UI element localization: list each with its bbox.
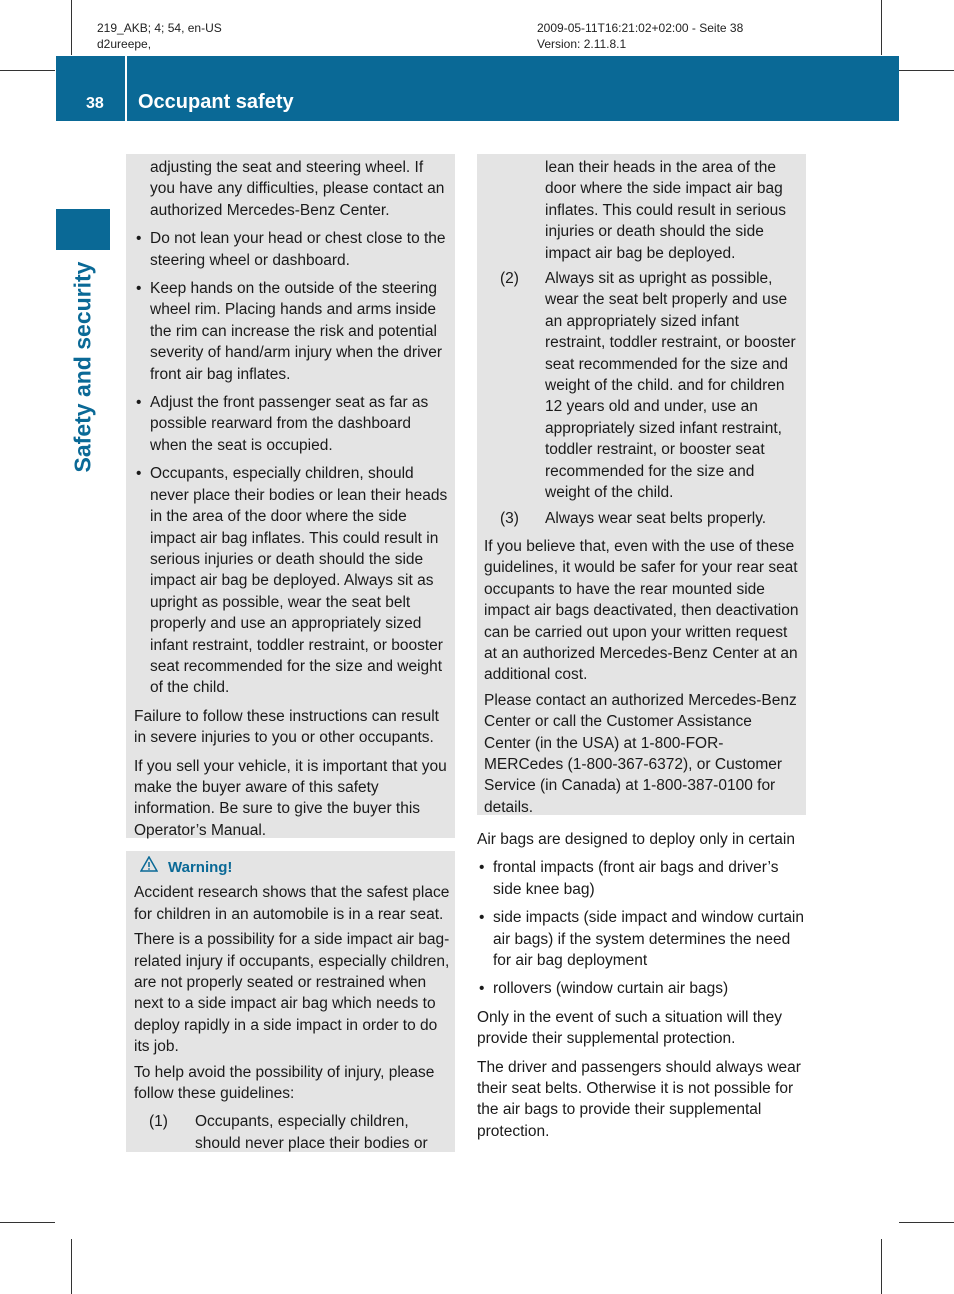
col2-content xyxy=(484,157,802,825)
print-meta-left-line2: d2ureepe, xyxy=(97,37,152,51)
list-item: • Occupants, especially children, should never place their bodies or lean their heads in the area of the door where the side impact air bag inflates. This could result in serious injuries or death should the side impact air bag be deployed. Always sit as upright as possible, wear the seat belt properly and use an appropriately sized infant restraint, toddler restraint, or booster seat recommended for the size and weight of the child. xyxy=(134,463,450,698)
col1-intro: adjusting the seat and steering wheel. If you have any difficulties, please contact an authorized Mercedes-Benz Center. xyxy=(150,159,445,219)
guideline-text: Always wear seat belts properly. xyxy=(545,509,767,527)
list-item: • Keep hands on the outside of the steering wheel rim. Placing hands and arms inside the rim can increase the risk and potential severity of hand/arm injury when the driver front air bag inflates. xyxy=(134,278,450,385)
warning-heading xyxy=(140,856,450,878)
col2-plain-content xyxy=(477,829,807,1149)
list-item: • Adjust the front passenger seat as far as possible rearward from the dashboard when the seat is occupied. xyxy=(134,392,450,456)
col2-para2: Please contact an authorized Mercedes-Benz Center or call the Customer Assistance Center (in the USA) at 1-800-FOR-MERCedes (1-800-367-6372), or Customer Service (in Canada) at 1-800-387-0100 for details. xyxy=(484,691,797,816)
guideline-text: Always sit as upright as possible, wear the seat belt properly and use an appropriately sized infant restraint, toddler restraint, or booster seat recommended for the size and weight of the child. and for children 12 years old and under, use an appropriately sized infant restraint, toddler restraint, or booster seat recommended for the size and weight of the child. xyxy=(545,270,796,502)
header-divider xyxy=(125,56,127,121)
list-item: • side impacts (side impact and window curtain air bags) if the system determines the need for air bag deployment xyxy=(477,907,807,971)
warning-para3: To help avoid the possibility of injury, please follow these guidelines: xyxy=(134,1063,435,1103)
list-item: • Do not lean your head or chest close to the steering wheel or dashboard. xyxy=(134,228,450,271)
crop-mark xyxy=(0,1222,55,1223)
print-meta-right-line1: 2009-05-11T16:21:02+02:00 - Seite 38 xyxy=(537,21,744,35)
col2-para3: Only in the event of such a situation will they provide their supplemental protection. xyxy=(477,1008,782,1048)
list-item: • frontal impacts (front air bags and driver’s side knee bag) xyxy=(477,857,807,900)
crop-mark xyxy=(899,70,954,71)
guideline-continued: lean their heads in the area of the door where the side impact air bag inflates. This could result in serious injuries or death should the side impact air bag be deployed. xyxy=(545,159,786,262)
deploy-intro: Air bags are designed to deploy only in certain xyxy=(477,831,795,848)
page-number: 38 xyxy=(86,95,104,112)
side-tab-label: Safety and security xyxy=(69,261,96,473)
col1-para1: Failure to follow these instructions can result in severe injuries to you or other occupants. xyxy=(134,707,439,747)
col1-content xyxy=(134,157,450,848)
warning-para1: Accident research shows that the safest place for children in an automobile is in a rear seat. xyxy=(134,884,450,923)
list-item: • rollovers (window curtain air bags) xyxy=(477,978,807,999)
warning-title: Warning! xyxy=(168,858,233,876)
col2-para4: The driver and passengers should always wear their seat belts. Otherwise it is not possible for the air bags to provide their supplemental protection. xyxy=(477,1058,801,1140)
guideline-number: (3) xyxy=(500,509,519,527)
crop-mark xyxy=(881,1239,882,1294)
guideline-item xyxy=(484,508,802,529)
print-meta-right-line2: Version: 2.11.8.1 xyxy=(537,37,627,51)
crop-mark xyxy=(881,0,882,55)
guideline-item xyxy=(484,268,802,503)
crop-mark xyxy=(0,70,55,71)
crop-mark xyxy=(899,1222,954,1223)
col1-para2: If you sell your vehicle, it is important that you make the buyer aware of this safety information. Be sure to give the buyer this Operator’s Manual. xyxy=(134,757,447,839)
print-meta-left-line1: 219_AKB; 4; 54, en-US xyxy=(97,21,222,35)
warning-triangle-icon xyxy=(140,856,158,878)
col2-para1: If you believe that, even with the use of these guidelines, it would be safer for your rear seat occupants to have the rear mounted side impact air bags deactivated, then deactivation can be carried out upon your written request at an authorized Mercedes-Benz Center at an additional cost. xyxy=(484,537,799,684)
print-meta-right xyxy=(537,20,743,52)
guideline-item xyxy=(134,1111,450,1154)
print-meta-left xyxy=(97,20,222,52)
crop-mark xyxy=(71,0,72,55)
guideline-number: (2) xyxy=(500,270,519,288)
guideline-number: (1) xyxy=(149,1113,168,1131)
warning-para2: There is a possibility for a side impact air bag-related injury if occupants, especially children, are not properly seated or restrained when next to a side impact air bag which needs to deploy rapidly in a side impact in order to do its job. xyxy=(134,931,450,1056)
side-tab xyxy=(56,209,110,250)
guideline-text: Occupants, especially children, should never place their bodies or xyxy=(195,1113,428,1152)
section-title: Occupant safety xyxy=(138,91,294,113)
warning-content xyxy=(134,856,450,1158)
crop-mark xyxy=(71,1239,72,1294)
